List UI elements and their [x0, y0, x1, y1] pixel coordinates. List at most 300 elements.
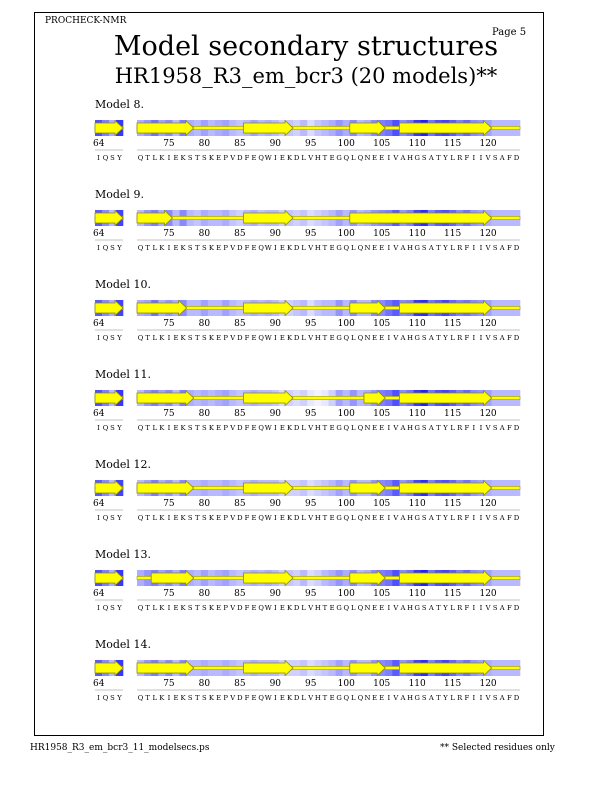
residue-letter: E: [216, 514, 222, 522]
footer-note: ** Selected residues only: [440, 743, 555, 753]
residue-tick-label: 95: [305, 229, 317, 239]
residue-letter: S: [187, 694, 193, 702]
residue-letter: S: [492, 514, 498, 522]
residue-letter: D: [293, 604, 300, 612]
residue-tick-label: 110: [408, 409, 426, 419]
residue-letter: K: [159, 424, 165, 432]
strand-arrow: [137, 301, 187, 316]
strand-arrow: [243, 571, 293, 586]
strand-arrow: [350, 211, 492, 226]
residue-letter: I: [273, 334, 277, 342]
residue-letter: F: [244, 244, 250, 252]
model-label: Model 12.: [95, 458, 151, 471]
residue-letter: L: [152, 154, 157, 162]
strand-arrow: [137, 211, 172, 226]
residue-tick-label: 120: [479, 589, 497, 599]
residue-tick-label: 85: [234, 679, 246, 689]
start-residue-label: 64: [93, 409, 105, 419]
residue-letter: D: [293, 154, 300, 162]
residue-tick-label: 80: [198, 409, 211, 419]
page-title: Model secondary structures: [113, 31, 499, 62]
residue-letter: V: [485, 604, 491, 612]
residue-letter: A: [499, 424, 505, 432]
residue-letter: Q: [258, 424, 264, 432]
residue-letter: K: [208, 154, 215, 162]
residue-letter: E: [279, 604, 285, 612]
residue-letter: I: [472, 694, 476, 702]
residue-letter: A: [400, 334, 406, 342]
residue-letter: S: [202, 604, 207, 612]
residue-letter: G: [414, 334, 420, 342]
residue-letter: A: [428, 424, 434, 432]
residue-letter: T: [145, 154, 150, 162]
residue-letter: A: [400, 154, 406, 162]
residue-letter: I: [479, 154, 483, 162]
residue-letter: T: [436, 514, 441, 522]
start-residue-label: 64: [93, 499, 105, 509]
residue-letter: V: [393, 154, 399, 162]
residue-letter: Q: [137, 154, 144, 162]
secondary-structure-track: [0, 368, 612, 458]
residue-tick-label: 80: [198, 319, 211, 329]
residue-letter: K: [180, 154, 186, 162]
residue-tick-label: 100: [337, 679, 355, 689]
residue-letter: T: [195, 694, 200, 702]
residue-letter: L: [450, 334, 455, 342]
residue-letter: V: [308, 334, 314, 342]
residue-letter: E: [173, 694, 179, 702]
residue-letter: I: [387, 514, 391, 522]
residue-letter: S: [492, 694, 498, 702]
residue-letter: V: [393, 694, 399, 702]
residue-tick-label: 80: [198, 139, 211, 149]
residue-letter: K: [180, 694, 186, 702]
residue-letter: V: [485, 424, 491, 432]
residue-tick-label: 110: [408, 499, 426, 509]
residue-letter: Q: [102, 424, 109, 432]
secondary-structure-track: [0, 188, 612, 278]
residue-letter: K: [159, 244, 165, 252]
residue-letter: S: [202, 244, 207, 252]
residue-letter: L: [450, 154, 455, 162]
residue-letter: E: [216, 424, 222, 432]
residue-letter: I: [167, 514, 171, 522]
residue-letter: G: [414, 694, 420, 702]
residue-letter: A: [428, 694, 434, 702]
residue-letter: L: [450, 244, 455, 252]
residue-letter: L: [301, 424, 306, 432]
residue-letter: I: [167, 424, 171, 432]
residue-letter: H: [314, 244, 321, 252]
residue-letter: A: [428, 604, 434, 612]
residue-letter: H: [314, 154, 321, 162]
residue-tick-label: 110: [408, 589, 426, 599]
strand-arrow: [243, 391, 293, 406]
strand-arrow: [350, 661, 385, 676]
residue-letter: H: [407, 694, 414, 702]
residue-letter: H: [407, 514, 414, 522]
residue-tick-label: 85: [234, 139, 246, 149]
residue-letter: E: [251, 514, 257, 522]
residue-letter: G: [414, 424, 420, 432]
residue-letter: L: [351, 244, 356, 252]
residue-letter: G: [336, 424, 342, 432]
residue-letter: E: [379, 694, 385, 702]
residue-letter: H: [314, 334, 321, 342]
residue-letter: K: [208, 244, 215, 252]
residue-letter: S: [492, 334, 498, 342]
residue-letter: A: [499, 694, 505, 702]
residue-letter: K: [286, 154, 293, 162]
residue-letter: I: [97, 154, 100, 162]
secondary-structure-track: [0, 548, 612, 638]
residue-tick-label: 115: [444, 679, 462, 689]
residue-letter: T: [322, 424, 328, 432]
residue-letter: I: [479, 694, 483, 702]
residue-letter: S: [202, 154, 207, 162]
residue-tick-label: 80: [198, 229, 211, 239]
residue-letter: F: [244, 154, 250, 162]
residue-letter: Y: [443, 424, 448, 432]
residue-letter: L: [351, 334, 356, 342]
residue-letter: A: [428, 514, 434, 522]
residue-letter: H: [314, 514, 321, 522]
residue-letter: I: [387, 154, 391, 162]
residue-letter: S: [110, 694, 115, 702]
residue-letter: S: [187, 334, 193, 342]
residue-letter: I: [97, 694, 100, 702]
page-number: Page 5: [492, 27, 527, 38]
residue-letter: D: [513, 244, 520, 252]
residue-tick-label: 90: [269, 229, 282, 239]
residue-letter: D: [237, 334, 243, 342]
residue-letter: S: [202, 334, 207, 342]
model-block: [0, 368, 612, 458]
residue-letter: P: [223, 694, 228, 702]
residue-tick-label: 115: [444, 319, 462, 329]
strand-arrow: [350, 481, 385, 496]
residue-letter: K: [159, 514, 165, 522]
residue-letter: I: [387, 334, 391, 342]
residue-letter: Q: [137, 244, 144, 252]
residue-letter: R: [457, 424, 463, 432]
residue-letter: P: [223, 154, 228, 162]
residue-letter: V: [308, 514, 314, 522]
residue-letter: E: [372, 244, 378, 252]
residue-letter: S: [202, 424, 207, 432]
residue-letter: Q: [258, 154, 264, 162]
residue-letter: T: [436, 154, 441, 162]
strand-arrow: [137, 391, 194, 406]
residue-letter: D: [293, 244, 300, 252]
residue-letter: S: [421, 694, 427, 702]
residue-letter: V: [230, 694, 236, 702]
residue-letter: N: [364, 424, 371, 432]
residue-letter: N: [364, 334, 371, 342]
strand-arrow: [399, 481, 491, 496]
residue-letter: S: [187, 424, 193, 432]
residue-letter: P: [223, 244, 228, 252]
residue-letter: S: [110, 604, 115, 612]
strand-arrow: [399, 391, 491, 406]
residue-letter: A: [400, 604, 406, 612]
residue-letter: L: [301, 514, 306, 522]
residue-letter: Q: [102, 154, 109, 162]
residue-letter: F: [464, 154, 470, 162]
residue-tick-label: 80: [198, 679, 211, 689]
residue-letter: K: [159, 604, 165, 612]
residue-letter: G: [336, 244, 342, 252]
residue-letter: G: [336, 694, 342, 702]
residue-letter: S: [492, 424, 498, 432]
residue-letter: L: [351, 514, 356, 522]
residue-letter: E: [379, 604, 385, 612]
residue-letter: D: [513, 694, 520, 702]
residue-letter: Y: [443, 514, 448, 522]
model-block: [0, 458, 612, 548]
strand-arrow: [243, 481, 293, 496]
residue-letter: Y: [443, 154, 448, 162]
residue-letter: W: [264, 334, 272, 342]
residue-tick-label: 105: [373, 679, 391, 689]
residue-letter: Q: [258, 334, 264, 342]
residue-letter: K: [159, 334, 165, 342]
residue-letter: L: [450, 514, 455, 522]
residue-letter: L: [152, 604, 157, 612]
residue-letter: L: [301, 334, 306, 342]
residue-tick-label: 75: [163, 319, 175, 329]
residue-letter: K: [286, 514, 293, 522]
residue-letter: S: [202, 514, 207, 522]
start-residue-label: 64: [93, 139, 105, 149]
residue-tick-label: 90: [269, 679, 282, 689]
residue-letter: N: [364, 244, 371, 252]
residue-letter: E: [379, 334, 385, 342]
residue-letter: I: [479, 514, 483, 522]
residue-tick-label: 105: [373, 139, 391, 149]
residue-letter: E: [329, 334, 335, 342]
residue-letter: R: [457, 334, 463, 342]
residue-tick-label: 85: [234, 319, 246, 329]
residue-letter: F: [244, 604, 250, 612]
residue-letter: N: [364, 604, 371, 612]
residue-letter: F: [464, 694, 470, 702]
residue-letter: V: [393, 604, 399, 612]
residue-letter: K: [286, 604, 293, 612]
residue-letter: A: [499, 514, 505, 522]
strand-arrow: [243, 301, 293, 316]
residue-letter: T: [436, 244, 441, 252]
page-subtitle: HR1958_R3_em_bcr3 (20 models)**: [114, 64, 498, 88]
residue-letter: T: [145, 424, 150, 432]
residue-letter: S: [110, 244, 115, 252]
residue-letter: D: [237, 244, 243, 252]
residue-letter: K: [180, 334, 186, 342]
secondary-structure-track: [0, 458, 612, 548]
residue-letter: F: [464, 514, 470, 522]
residue-letter: I: [479, 244, 483, 252]
residue-letter: Q: [258, 694, 264, 702]
residue-letter: G: [336, 334, 342, 342]
model-block: [0, 548, 612, 638]
residue-letter: V: [393, 424, 399, 432]
residue-letter: W: [264, 694, 272, 702]
residue-letter: D: [293, 694, 300, 702]
residue-letter: Q: [343, 334, 350, 342]
residue-letter: R: [457, 244, 463, 252]
strand-arrow: [350, 571, 385, 586]
residue-letter: T: [145, 334, 150, 342]
residue-letter: K: [180, 244, 186, 252]
residue-letter: S: [421, 424, 427, 432]
residue-letter: V: [485, 244, 491, 252]
start-residue-label: 64: [93, 229, 105, 239]
residue-letter: E: [216, 694, 222, 702]
residue-letter: Q: [357, 604, 364, 612]
residue-letter: Y: [443, 334, 448, 342]
residue-letter: S: [110, 424, 115, 432]
residue-letter: Y: [117, 694, 122, 702]
residue-tick-label: 115: [444, 229, 462, 239]
residue-letter: H: [407, 244, 414, 252]
residue-letter: S: [110, 334, 115, 342]
residue-letter: N: [364, 514, 371, 522]
residue-letter: E: [173, 334, 179, 342]
residue-tick-label: 115: [444, 139, 462, 149]
residue-letter: N: [364, 694, 371, 702]
residue-letter: I: [167, 334, 171, 342]
residue-letter: V: [230, 334, 236, 342]
residue-letter: S: [110, 514, 115, 522]
residue-letter: Q: [137, 604, 144, 612]
residue-letter: T: [145, 694, 150, 702]
residue-letter: I: [273, 514, 277, 522]
residue-letter: Y: [443, 604, 448, 612]
residue-letter: K: [286, 334, 293, 342]
residue-letter: H: [314, 694, 321, 702]
residue-letter: G: [414, 154, 420, 162]
residue-letter: H: [314, 424, 321, 432]
residue-letter: F: [507, 514, 512, 522]
residue-letter: D: [237, 604, 243, 612]
residue-letter: S: [187, 154, 193, 162]
residue-letter: L: [351, 694, 356, 702]
residue-letter: E: [173, 424, 179, 432]
residue-letter: I: [273, 604, 277, 612]
residue-letter: I: [97, 334, 100, 342]
residue-letter: D: [237, 424, 243, 432]
residue-letter: D: [293, 514, 300, 522]
residue-letter: F: [244, 334, 250, 342]
residue-letter: Q: [343, 154, 350, 162]
residue-tick-label: 85: [234, 589, 246, 599]
residue-tick-label: 115: [444, 589, 462, 599]
residue-letter: I: [167, 604, 171, 612]
residue-letter: K: [180, 514, 186, 522]
residue-letter: Q: [357, 514, 364, 522]
start-residue-label: 64: [93, 679, 105, 689]
residue-letter: F: [464, 424, 470, 432]
residue-letter: W: [264, 424, 272, 432]
residue-letter: A: [400, 424, 406, 432]
strand-arrow: [137, 661, 194, 676]
residue-letter: T: [322, 604, 328, 612]
residue-letter: S: [421, 514, 427, 522]
residue-tick-label: 75: [163, 409, 175, 419]
residue-letter: V: [485, 694, 491, 702]
residue-letter: R: [457, 604, 463, 612]
residue-letter: F: [244, 424, 250, 432]
residue-letter: Q: [343, 424, 350, 432]
residue-letter: T: [195, 244, 200, 252]
residue-letter: Y: [443, 244, 448, 252]
residue-letter: I: [273, 424, 277, 432]
residue-letter: K: [180, 424, 186, 432]
residue-letter: Q: [102, 604, 109, 612]
residue-letter: F: [507, 154, 512, 162]
residue-letter: E: [251, 694, 257, 702]
residue-letter: Q: [102, 244, 109, 252]
residue-letter: W: [264, 514, 272, 522]
residue-letter: W: [264, 604, 272, 612]
residue-letter: A: [400, 694, 406, 702]
residue-letter: L: [351, 424, 356, 432]
residue-letter: Q: [102, 514, 109, 522]
residue-letter: V: [230, 604, 236, 612]
strand-arrow: [399, 301, 491, 316]
residue-letter: Y: [117, 514, 122, 522]
residue-letter: Q: [357, 694, 364, 702]
residue-letter: L: [450, 424, 455, 432]
residue-letter: H: [407, 604, 414, 612]
residue-tick-label: 80: [198, 499, 211, 509]
residue-letter: Y: [117, 424, 122, 432]
residue-letter: K: [208, 424, 215, 432]
residue-letter: V: [485, 334, 491, 342]
residue-tick-label: 120: [479, 499, 497, 509]
residue-letter: I: [479, 334, 483, 342]
residue-letter: H: [407, 154, 414, 162]
residue-letter: E: [173, 604, 179, 612]
residue-letter: S: [492, 244, 498, 252]
residue-letter: Q: [357, 244, 364, 252]
residue-letter: I: [167, 694, 171, 702]
residue-letter: E: [372, 334, 378, 342]
residue-letter: E: [251, 154, 257, 162]
residue-letter: D: [293, 424, 300, 432]
residue-letter: E: [372, 694, 378, 702]
residue-letter: E: [279, 424, 285, 432]
residue-tick-label: 120: [479, 319, 497, 329]
residue-letter: Q: [137, 334, 144, 342]
residue-tick-label: 90: [269, 499, 282, 509]
residue-letter: E: [329, 604, 335, 612]
residue-letter: E: [216, 244, 222, 252]
secondary-structure-track: [0, 98, 612, 188]
residue-letter: E: [216, 334, 222, 342]
residue-tick-label: 120: [479, 679, 497, 689]
residue-letter: E: [379, 154, 385, 162]
residue-letter: Q: [343, 604, 350, 612]
residue-letter: E: [251, 334, 257, 342]
residue-tick-label: 80: [198, 589, 211, 599]
residue-letter: I: [167, 154, 171, 162]
model-label: Model 8.: [95, 98, 144, 111]
residue-letter: E: [329, 514, 335, 522]
residue-letter: V: [308, 694, 314, 702]
residue-letter: K: [208, 334, 215, 342]
residue-letter: I: [97, 604, 100, 612]
